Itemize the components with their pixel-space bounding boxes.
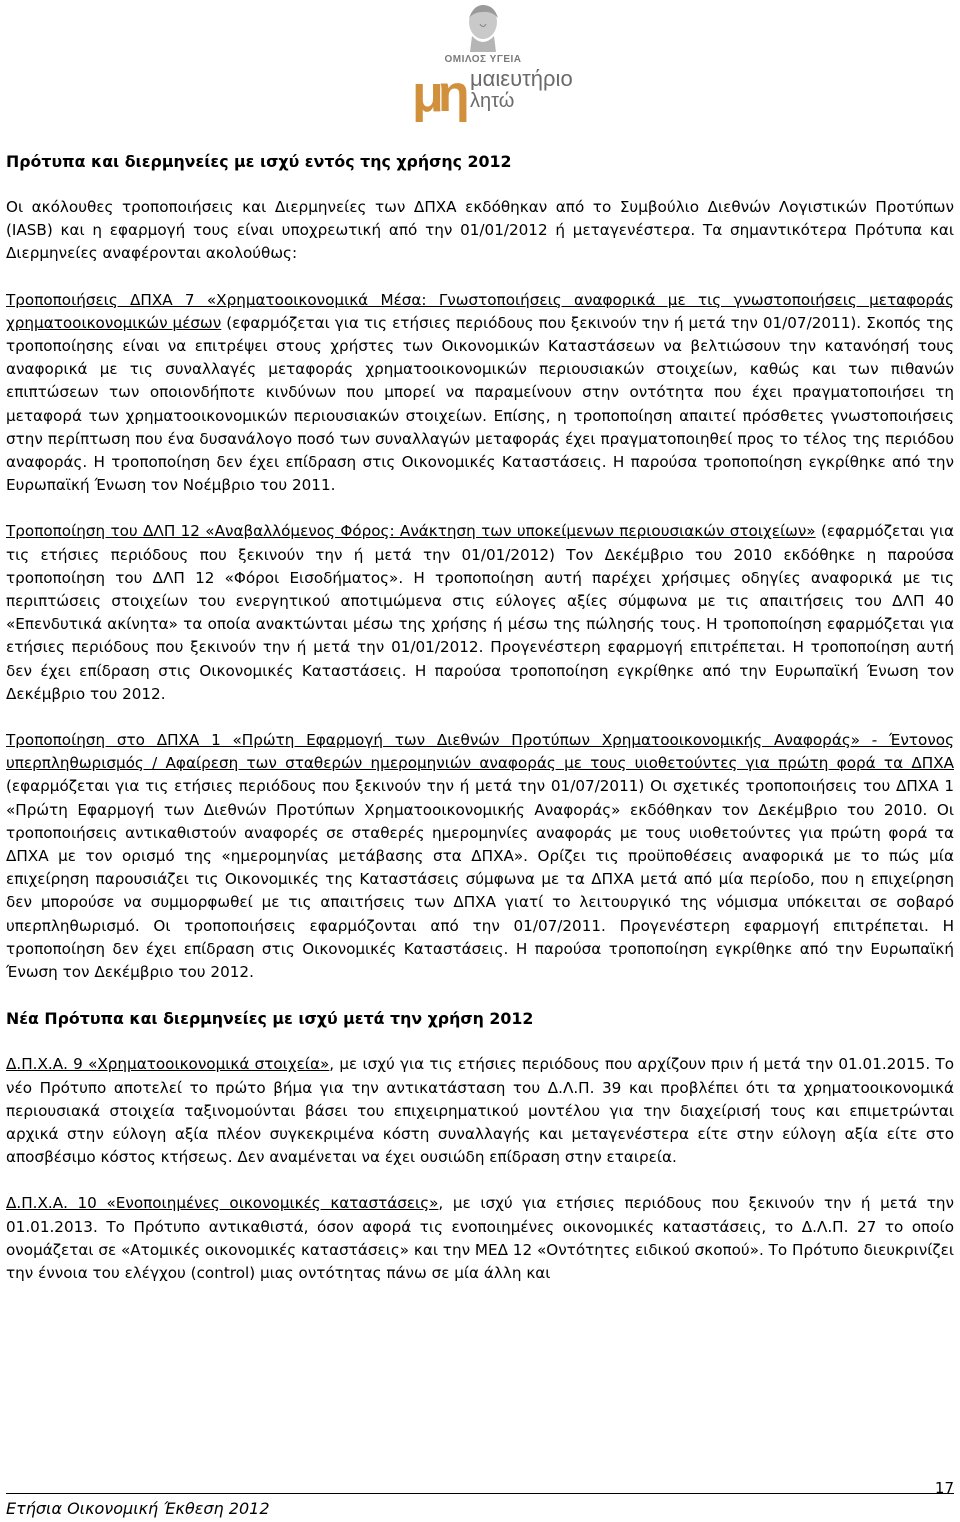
standard-item (6, 1192, 954, 1285)
section-heading-current: Πρότυπα και διερμηνείες με ισχύ εντός της χρήσης 2012 (6, 152, 512, 171)
document-body (6, 150, 954, 1285)
section-heading-future: Νέα Πρότυπα και διερμηνείες με ισχύ μετά την χρήση 2012 (6, 1009, 534, 1029)
intro-paragraph: Οι ακόλουθες τροποποιήσεις και Διερμηνείες των ΔΠΧΑ εκδόθηκαν από το Συμβούλιο Διεθνών Λογιστικών Προτύπων (IASB) και η εφαρμογή τους είναι υποχρεωτική από την 01/01/2012 ή μεταγενέστερα. Τα σημαντικότερα Πρότυπα και Διερμηνείες αναφέρονται ακολούθως: (6, 198, 954, 263)
logo-name: μαιευτήριο (470, 66, 573, 91)
company-logo (408, 2, 573, 123)
statue-head-icon (408, 2, 558, 54)
standard-item-title: Τροποποίηση στο ΔΠΧΑ 1 «Πρώτη Εφαρμογή των Διεθνών Προτύπων Χρηματοοικονομικής Αναφοράς» - Έντονος υπερπληθωρισμός / Αφαίρεση των σταθερών ημερομηνιών αναφοράς με τους υιοθετούντες για πρώτη φορά τα ΔΠΧΑ (6, 731, 954, 773)
footer-title: Ετήσια Οικονομική Έκθεση 2012 (6, 1499, 270, 1518)
standard-item (6, 729, 954, 984)
standard-item-title: Δ.Π.Χ.Α. 10 «Ενοποιημένες οικονομικές καταστάσεις» (6, 1194, 439, 1213)
logo-mark-icon: μη (412, 65, 464, 123)
logo-group-name: ΟΜΙΛΟΣ ΥΓΕΙΑ (444, 54, 522, 65)
standard-item (6, 1053, 954, 1169)
logo-subname: λητώ (470, 90, 515, 112)
footer-divider (6, 1493, 954, 1494)
standard-item-body: (εφαρμόζεται για τις ετήσιες περιόδους που ξεκινούν την ή μετά την 01/07/2011) Οι σχετικές τροποποιήσεις του ΔΠΧΑ 1 «Πρώτη Εφαρμογή των Διεθνών Προτύπων Χρηματοοικονομικής Αναφοράς» εκδόθηκαν τον Δεκέμβριο του 2010. Οι τροποποιήσεις αντικαθιστούν αναφορές σε σταθερές ημερομηνίες αναφοράς με τους υιοθετούντες για πρώτη φορά τα ΔΠΧΑ με τον ορισμό της «ημερομηνίας μετάβασης στα ΔΠΧΑ». Ορίζει τις προϋποθέσεις αναφορικά με το πώς μία επιχείρηση παρουσιάζει τις Οικονομικές της Καταστάσεις σύμφωνα με τα ΔΠΧΑ μετά από μία περίοδο, που η επιχείρηση δεν μπορούσε να συμμορφωθεί με τις απαιτήσεις των ΔΠΧΑ γιατί το λειτουργικό της νόμισμα υπόκειται σε σοβαρό υπερπληθωρισμό. Οι τροποποιήσεις εφαρμόζονται από την 01/07/2011. Προγενέστερη εφαρμογή επιτρέπεται. Η τροποποίηση δεν έχει επίδραση στις Οικονομικές Καταστάσεις. Η παρούσα τροποποίηση εγκρίθηκε από την Ευρωπαϊκή Ένωση τον Δεκέμβριο του 2012. (6, 777, 954, 982)
standard-item-body: , με ισχύ για ετήσιες περιόδους που ξεκινούν την ή μετά την 01.01.2013. Το Πρότυπο αντικαθιστά, όσον αφορά τις ενοποιημένες οικονομικές καταστάσεις, το Δ.Λ.Π. 27 το οποίο ονομάζεται σε «Ατομικές οικονομικές καταστάσεις» και την ΜΕΔ 12 «Οντότητες ειδικού σκοπού». Το Πρότυπο διευκρινίζει την έννοια του ελέγχου (control) μιας οντότητας πάνω σε μία άλλη και (6, 1194, 954, 1282)
standard-item-title: Δ.Π.Χ.Α. 9 «Χρηματοοικονομικά στοιχεία» (6, 1055, 330, 1074)
standard-item-body: , με ισχύ για τις ετήσιες περιόδους που αρχίζουν πριν ή μετά την 01.01.2015. Το νέο Πρότυπο αποτελεί το πρώτο βήμα για την αντικατάσταση του Δ.Λ.Π. 39 και προβλέπει ότι τα χρηματοοικονομικά περιουσιακά στοιχεία ταξινομούνται βάσει του επιχειρηματικού μοντέλου για την διαχείρισή τους και επιμετρώνται αρχικά στην εύλογη αξία πλέον συγκεκριμένα κόστη συναλλαγής και μεταγενέστερα είτε στην εύλογη αξία είτε στο αποσβέσιμο κόστος κτήσεως. Δεν αναμένεται να έχει ουσιώδη επίδραση στην εταιρεία. (6, 1055, 954, 1167)
standard-item-title: Τροποποιήσεις ΔΠΧΑ 7 «Χρηματοοικονομικά Μέσα: Γνωστοποιήσεις αναφορικά με τις γνωστοποιήσεις μεταφοράς χρηματοοικονομικών μέσων (6, 290, 954, 332)
page-number: 17 (934, 1479, 954, 1497)
standard-item-body: (εφαρμόζεται για τις ετήσιες περιόδους που ξεκινούν την ή μετά την 01/07/2011). Σκοπός της τροποποίησης είναι να επιτρέψει στους χρήστες των Οικονομικών Καταστάσεων να βελτιώσουν την κατανόησή τους αναφορικά με τις συναλλαγές μεταφοράς χρηματοοικονομικών περιουσιακών στοιχείων, καθώς και των πιθανών επιπτώσεων των οποιονδήποτε κινδύνων που μπορεί να παραμείνουν στην οντότητα που έχει πραγματοποιήσει τη μεταφορά των χρηματοοικονομικών περιουσιακών στοιχείων. Επίσης, η τροποποίηση απαιτεί πρόσθετες γνωστοποιήσεις στην περίπτωση που ένα δυσανάλογο ποσό των συναλλαγών μεταφοράς έχει πραγματοποιηθεί προς το τέλος της περιόδου αναφοράς. Η τροποποίηση δεν έχει επίδραση στις Οικονομικές Καταστάσεις. Η παρούσα τροποποίηση εγκρίθηκε από την Ευρωπαϊκή Ένωση τον Νοέμβριο του 2011. (6, 313, 954, 495)
standard-item-body: (εφαρμόζεται για τις ετήσιες περιόδους που ξεκινούν την ή μετά την 01/01/2012) Τον Δεκέμβριο του 2010 εκδόθηκε η παρούσα τροποποίηση του ΔΛΠ 12 «Φόροι Εισοδήματος». Η τροποποίηση αυτή παρέχει χρήσιμες οδηγίες αναφορικά με τις περιπτώσεις στοιχείων του ενεργητικού αποτιμώμενα στις εύλογες αξίες σύμφωνα με τις απαιτήσεις του ΔΛΠ 40 «Επενδυτικά ακίνητα» τα οποία ανακτώνται μέσω της χρήσης ή μέσω της πώλησής τους. Η τροποποίηση εφαρμόζεται για ετήσιες περιόδους που ξεκινούν την ή μετά την 01/01/2012. Προγενέστερη εφαρμογή επιτρέπεται. Η τροποποίηση αυτή δεν έχει επίδραση στις Οικονομικές Καταστάσεις. Η παρούσα τροποποίηση εγκρίθηκε από την Ευρωπαϊκή Ένωση τον Δεκέμβριο του 2012. (6, 522, 954, 703)
standard-item (6, 289, 954, 498)
standard-item-title: Τροποποίηση του ΔΛΠ 12 «Αναβαλλόμενος Φόρος: Ανάκτηση των υποκείμενων περιουσιακών στοιχείων» (6, 522, 816, 541)
standard-item (6, 520, 954, 706)
page-footer (6, 1479, 954, 1521)
